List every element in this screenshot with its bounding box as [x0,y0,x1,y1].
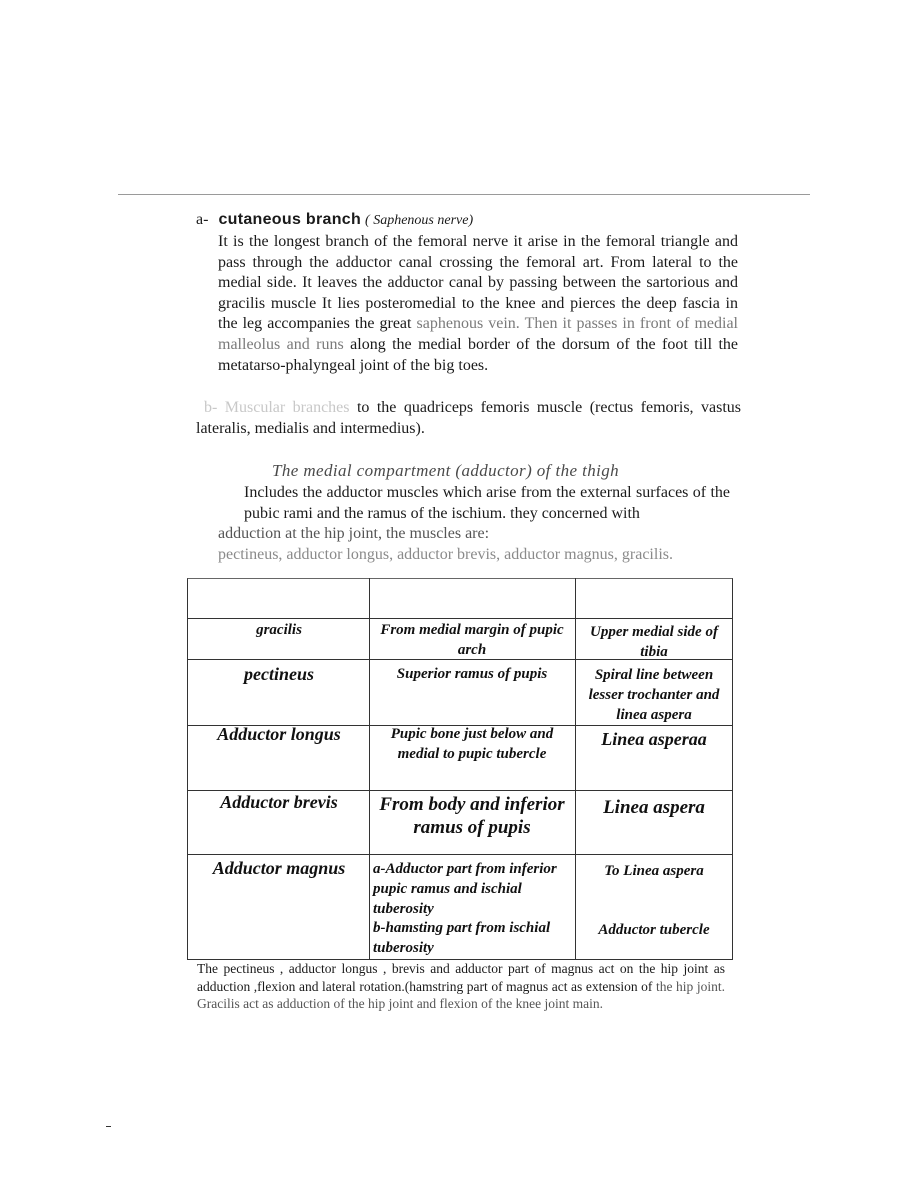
saphenous-paragraph [218,232,738,376]
muscle-name-adductor-magnus: Adductor magnus [212,858,346,878]
medial-compartment-body [218,483,730,565]
section-a-title: cutaneous branch [218,211,362,228]
saphenous-text-main: It is the longest branch of the femoral nerve it arise in the femoral triangle and pass through the adductor canal crossing the femoral art. From lateral to the medial side. It leaves the adductor canal by passing between the sartorious and gracilis muscle It lies posteromedial to the knee and pierces the deep fascia in the leg accompanies the great [218,233,738,333]
origin-adductor-magnus-b: b-hamsting part from ischial tuberosity [373,920,551,956]
section-b-paragraph [196,398,741,439]
origin-adductor-longus: Pupic bone just below and medial to pupic tubercle [390,726,554,762]
origin-pectineus: Superior ramus of pupis [396,666,548,682]
page-mark [106,1126,111,1127]
muscle-action-text-faded: the hip joint. Gracilis act as adduction of the hip joint and flexion of the knee joint main. [197,978,725,1012]
section-a-subtitle: ( Saphenous nerve) [365,213,474,228]
section-b-text: to the quadriceps femoris muscle (rectus femoris, vastus lateralis, medialis and intermedius). [196,399,741,437]
origin-adductor-magnus-a: a-Adductor part from inferior pupic ramus and ischial tuberosity [373,861,557,917]
table-row-divider [187,618,733,619]
origin-gracilis: From medial margin of pupic arch [380,622,564,658]
header-rule [118,194,810,195]
insertion-pectineus: Spiral line between lesser trochanter and linea aspera [588,667,720,723]
muscle-name-gracilis: gracilis [256,622,302,638]
table-column-divider [369,578,370,960]
section-a-marker: a- [196,211,209,228]
insertion-adductor-magnus-b: Adductor tubercle [598,922,710,938]
insertion-adductor-brevis: Linea aspera [603,797,705,818]
medial-adduction-text: adduction at the hip joint, the muscles are: [218,525,490,542]
table-row-divider [187,854,733,855]
origin-adductor-brevis: From body and inferior ramus of pupis [379,794,565,838]
insertion-adductor-longus: Linea asperaa [601,729,707,749]
medial-intro-text: Includes the adductor muscles which arise from the external surfaces of the pubic rami and the ramus of the ischium. they concerned with [244,484,730,522]
adductor-muscles-table [187,578,733,960]
section-b-ghost-text: b- Muscular branches [204,399,350,416]
muscle-name-pectineus: pectineus [244,664,314,684]
muscle-action-note [197,960,725,1013]
saphenous-text-end: along the medial border of the dorsum of the foot till the metatarso-phalyngeal joint of the big toes. [218,335,738,374]
section-a-heading [196,210,741,232]
insertion-gracilis: Upper medial side of tibia [590,624,718,660]
muscle-action-text: The pectineus , adductor longus , brevis and adductor part of magnus act on the hip joint as adduction ,flexion and lateral rotation.(hamstring part of magnus act as extension of [197,961,725,994]
saphenous-text-faded: saphenous vein. Then it passes in front of medial malleolus and runs [218,315,738,353]
medial-muscle-list: pectineus, adductor longus, adductor brevis, adductor magnus, gracilis. [218,545,673,563]
medial-compartment-title: The medial compartment (adductor) of the thigh [272,461,620,480]
muscle-name-adductor-brevis: Adductor brevis [220,792,338,812]
table-column-divider [575,578,576,960]
muscle-name-adductor-longus: Adductor longus [217,724,341,744]
insertion-adductor-magnus-a: To Linea aspera [604,863,704,879]
